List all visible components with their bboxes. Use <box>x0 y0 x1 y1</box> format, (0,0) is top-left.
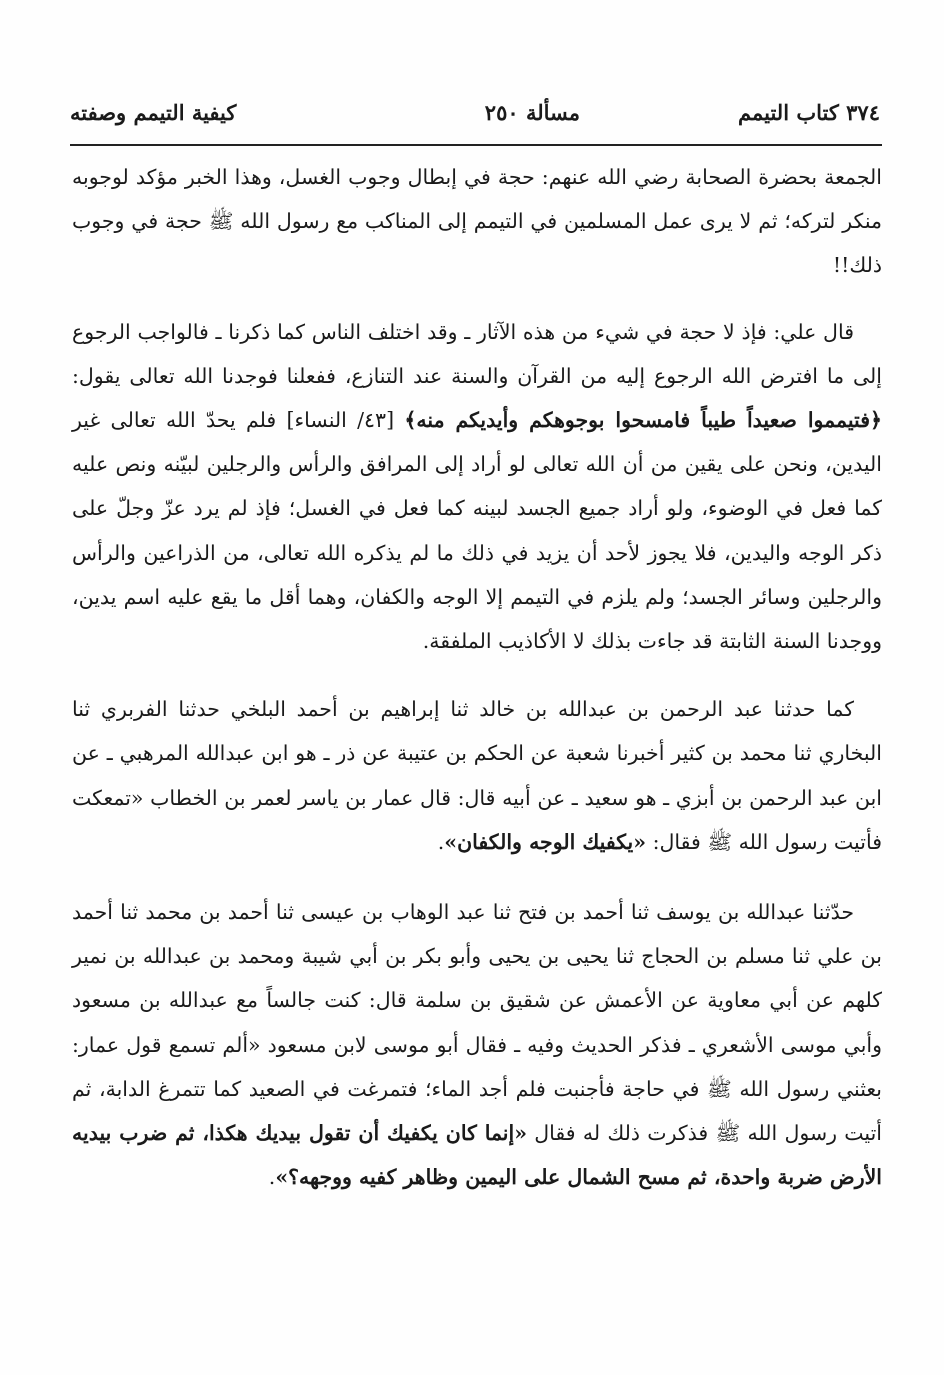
header-rule <box>70 144 882 146</box>
hadith-quote: «إنما كان يكفيك أن تقول بيديك هكذا، ثم ضرب بيديه الأرض ضربة واحدة، ثم مسح الشمال على اليمين وظاهر كفيه ووجهه؟» <box>72 1121 882 1190</box>
paragraph-text: . <box>268 1165 276 1190</box>
paragraph-text: حدّثنا عبدالله بن يوسف ثنا أحمد بن فتح ثنا عبد الوهاب بن عيسى ثنا أحمد بن محمد ثنا أحمد بن علي ثنا مسلم بن الحجاج ثنا يحيى بن يحيى وأبو بكر بن أبي شيبة ومحمد بن عبدالله بن نمير كلهم عن أبي معاوية عن الأعمش عن شقيق بن سلمة قال: كنت جالساً مع عبدالله بن مسعود وأبي موسى الأشعري ـ فذكر الحديث وفيه ـ فقال أبو موسى لابن مسعود «ألم تسمع قول عمار: بعثني رسول الله ﷺ في حاجة فأجنبت فلم أجد الماء؛ فتمرغت في الصعيد كما تتمرغ الدابة، ثم أتيت رسول الله ﷺ فذكرت ذلك له فقال <box>72 900 883 1146</box>
paragraph-hadith-abu-musa <box>72 890 882 1199</box>
page-number-and-book-title: ٣٧٤ كتاب التيمم <box>738 100 880 125</box>
page-header <box>70 100 880 134</box>
main-text <box>72 155 882 1199</box>
paragraph-hadith-ammar <box>72 687 882 864</box>
quran-verse: ﴿فتيمموا صعيداً طيباً فامسحوا بوجوهكم وأيديكم منه﴾ <box>404 408 883 433</box>
issue-number: مسألة ٢٥٠ <box>484 100 580 125</box>
paragraph-text: كما حدثنا عبد الرحمن بن عبدالله بن خالد ثنا إبراهيم بن أحمد البلخي حدثنا الفربري ثنا البخاري ثنا محمد بن كثير أخبرنا شعبة عن الحكم بن عتيبة عن ذر ـ هو ابن عبدالله المرهبي ـ عن ابن عبد الرحمن بن أبزي ـ هو سعيد ـ عن أبيه قال: قال عمار بن ياسر لعمر بن الخطاب «تمعكت فأتيت رسول الله ﷺ فقال: <box>72 697 882 854</box>
paragraph-continuation: الجمعة بحضرة الصحابة رضي الله عنهم: حجة في إبطال وجوب الغسل، وهذا الخبر مؤكد لوجوبه منكر لتركه؛ ثم لا يرى عمل المسلمين في التيمم إلى المناكب مع رسول الله ﷺ حجة في وجوب ذلك!! <box>72 165 882 278</box>
paragraph-text: . <box>437 829 445 854</box>
section-title: كيفية التيمم وصفته <box>70 100 237 125</box>
paragraph-text: [٤٣/ النساء] فلم يحدّ الله تعالى غير اليدين، ونحن على يقين من أن الله تعالى لو أراد إلى المرافق والرأس والرجلين لبيّنه ونص عليه كما فعل في الوضوء، ولو أراد جميع الجسد لبينه كما فعل في الغسل؛ فإذ لم يرد عزّ وجلّ على ذكر الوجه واليدين، فلا يجوز لأحد أن يزيد في ذلك ما لم يذكره الله تعالى، من الذراعين والرأس والرجلين وسائر الجسد؛ ولم يلزم في التيمم إلا الوجه والكفان، وهما أقل ما يقع عليه اسم يدين، ووجدنا السنة الثابتة قد جاءت بذلك لا الأكاذيب الملفقة. <box>72 408 882 654</box>
paragraph-ali-argument <box>72 310 882 664</box>
hadith-quote: «يكفيك الوجه والكفان» <box>444 829 647 854</box>
paragraph-text: قال علي: فإذ لا حجة في شيء من هذه الآثار ـ وقد اختلف الناس كما ذكرنا ـ فالواجب الرجوع إلى ما افترض الله الرجوع إليه من القرآن والسنة عند التنازع، ففعلنا فوجدنا الله تعالى يقول: <box>72 319 882 388</box>
